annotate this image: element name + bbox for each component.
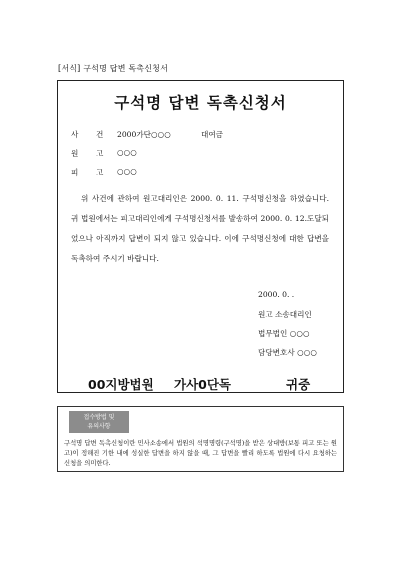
defendant-label-1: 피: [71, 168, 79, 177]
case-type: 대여금: [201, 130, 224, 139]
notes-heading-line-2: 유의사항: [87, 423, 111, 430]
signature-role: 원고 소송대리인: [258, 310, 312, 319]
document-title: 구석명 답변 독촉신청서: [114, 94, 287, 112]
form-label: [서식] 구석명 답변 독촉신청서: [58, 64, 169, 73]
defendant-label-2: 고: [96, 168, 104, 177]
request-body-text: 위 사건에 관하여 원고대리인은 2000. 0. 11. 구석명신청을 하였습니다. 귀 법원에서는 피고대리인에게 구석명신청서를 발송하여 2000. 0. 12.도달되었으나 아직까지 답변이 되지 않고 있습니다. 이에 구석명신청에 대한 답변을 독촉하여 주시기 바랍니다.: [71, 194, 329, 263]
case-label-1: 사: [71, 130, 79, 139]
case-number: 2000가단○○○: [117, 130, 171, 139]
signature-lawyer: 담당변호사 ○○○: [258, 348, 317, 357]
signature-date: 2000. 0. .: [258, 290, 295, 299]
case-label-2: 건: [96, 130, 104, 139]
plaintiff-label-1: 원: [71, 149, 79, 158]
notes-text: 구석명 답변 독촉신청이란 민사소송에서 법원의 석명명령(구석명)을 받은 상대방(보통 피고 또는 원고)이 정해진 기한 내에 성실한 답변을 하지 않을 때, 그 답변을 빨리 하도록 법원에 다시 요청하는 신청을 의미한다.: [64, 440, 337, 467]
notes-heading-line-1: 접수방법 및: [83, 414, 115, 421]
notes-box: [57, 406, 344, 472]
plaintiff-name: ○○○: [117, 148, 137, 157]
request-body: [71, 189, 329, 269]
court-honorific: 귀중: [286, 377, 311, 392]
notes-heading: [69, 411, 129, 433]
defendant-name: ○○○: [117, 167, 137, 176]
court-name: 00지방법원: [88, 377, 154, 392]
signature-firm: 법무법인 ○○○: [258, 329, 310, 338]
court-division: 가사0단독: [174, 377, 231, 392]
application-frame: [57, 80, 344, 393]
plaintiff-label-2: 고: [96, 149, 104, 158]
